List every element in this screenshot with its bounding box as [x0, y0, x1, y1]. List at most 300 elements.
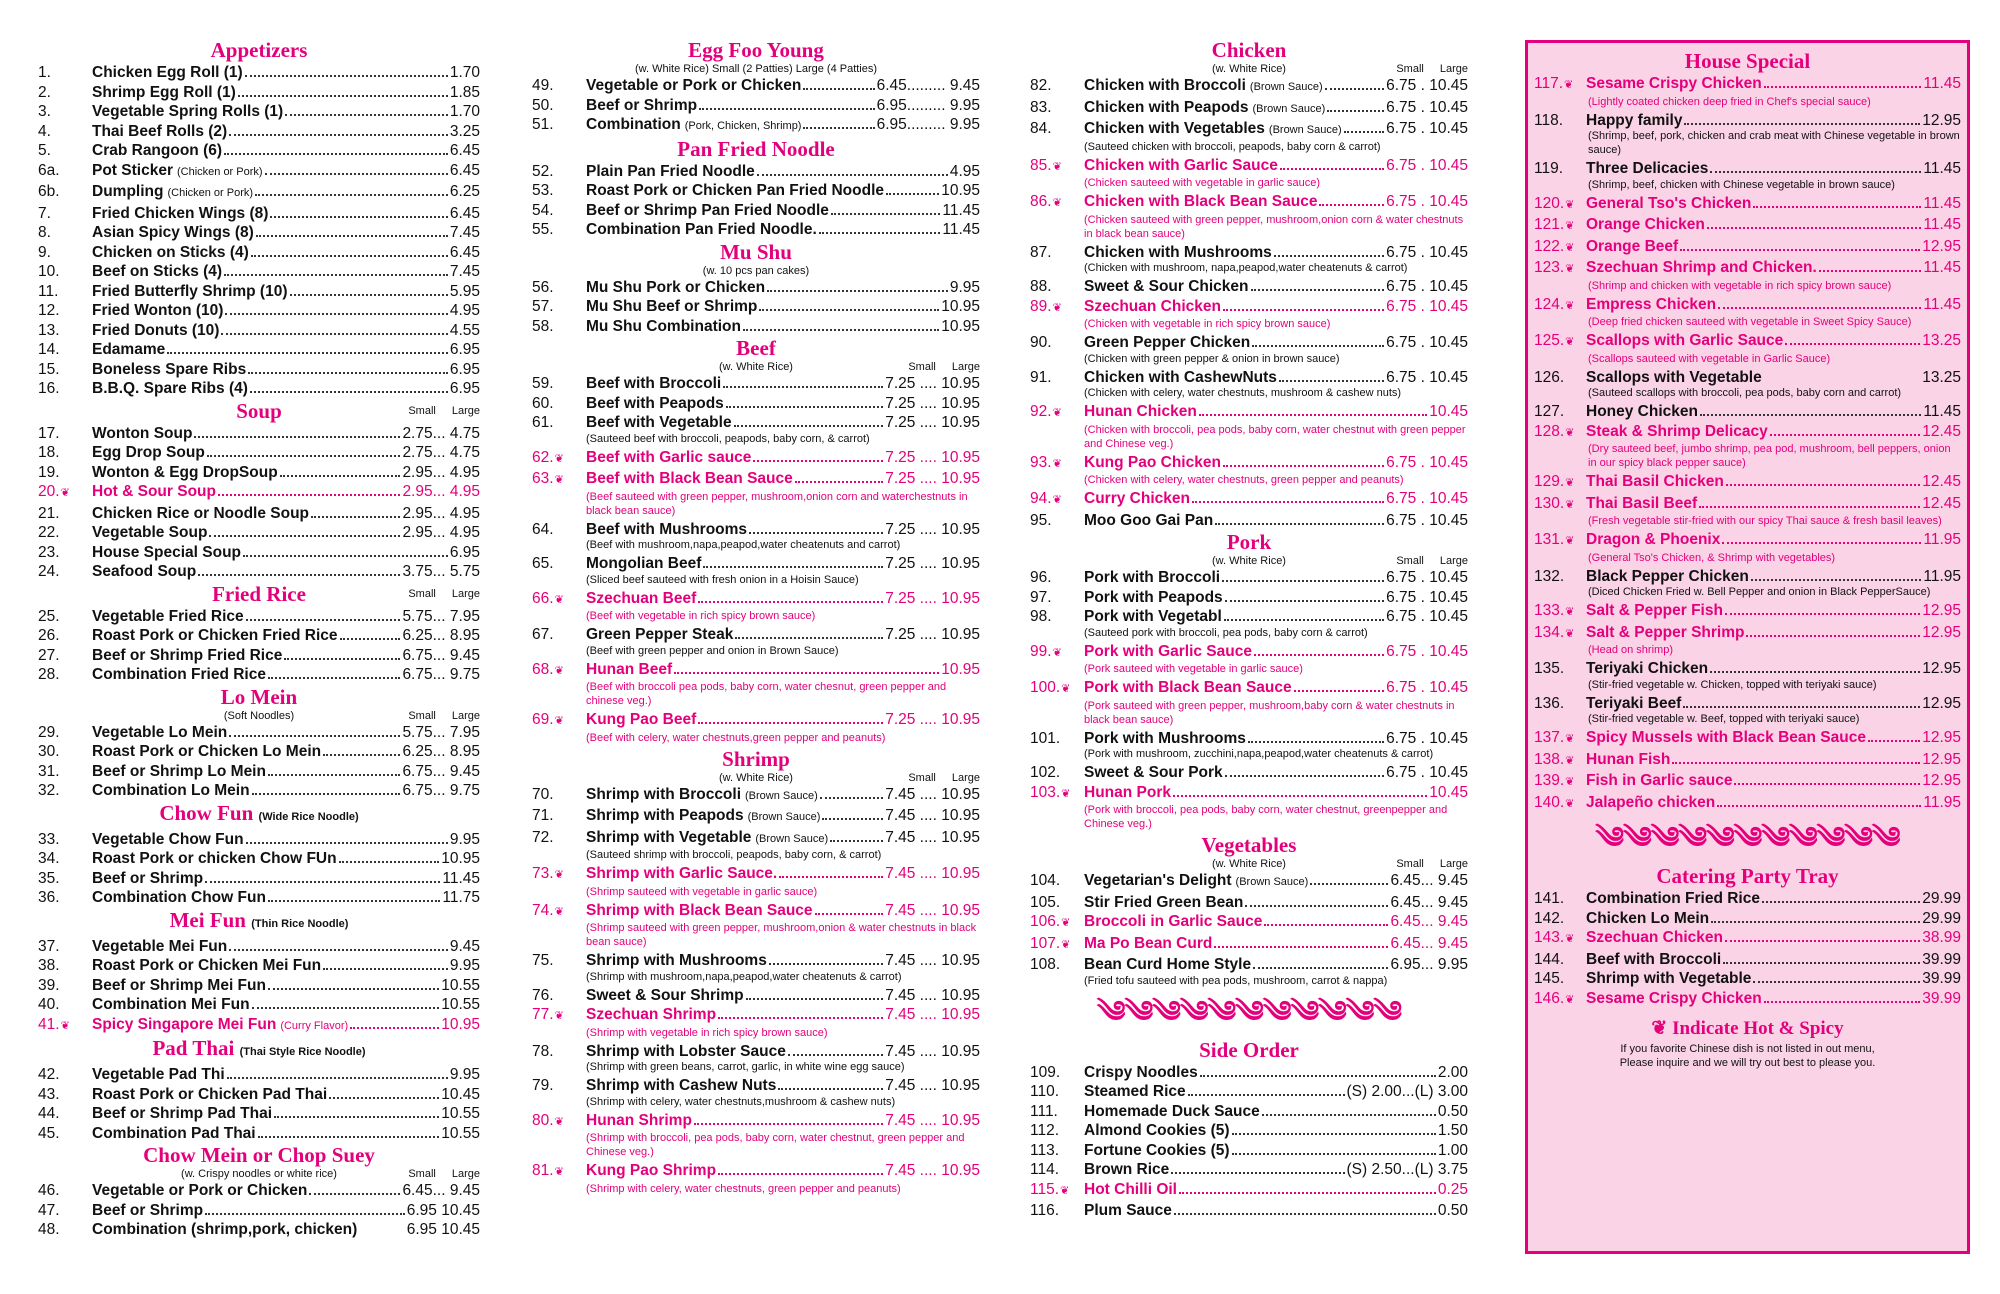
item-number: [1030, 368, 1084, 388]
item-number: [1030, 955, 1084, 975]
menu-item: [38, 830, 480, 850]
item-description: (Shrimp and chicken with vegetable in rich spicy brown sauce): [1588, 279, 1892, 292]
item-price: 7.45 .... 10.95: [885, 1162, 980, 1179]
item-number-text: 142.: [1534, 909, 1565, 927]
dot-leader: [694, 1123, 883, 1125]
item-price: 10.95: [941, 182, 980, 199]
menu-item: [38, 141, 480, 161]
item-name: Chicken with Peapods: [1084, 98, 1249, 116]
item-number-text: 63.: [532, 470, 554, 487]
item-price: 9.45: [449, 937, 480, 955]
item-price: 6.75 . 10.45: [1386, 453, 1468, 471]
item-price: 1.85: [449, 83, 480, 101]
item-number: [38, 956, 92, 976]
item-number: [38, 1104, 92, 1124]
item-name: Combination (shrimp,pork, chicken): [92, 1221, 358, 1238]
item-number-text: 67.: [532, 626, 554, 643]
dot-leader: [1711, 921, 1920, 923]
decorative-swirl-border: ༄༄༄༄༄༄༄༄༄༄༄: [1096, 995, 1402, 1029]
dot-leader: [743, 329, 939, 331]
section-subtitle: (Wide Rice Noodle): [258, 810, 359, 823]
menu-item: [532, 520, 980, 540]
item-name: Vegetarian's Delight: [1084, 872, 1232, 889]
item-price: 11.45: [1923, 259, 1961, 276]
section-note: [1030, 555, 1468, 568]
section-note: [38, 710, 480, 723]
item-number: [1534, 422, 1586, 444]
item-name: Honey Chicken: [1586, 403, 1698, 420]
item-description: (Sauteed chicken with broccoli, peapods, baby corn & carrot): [1084, 140, 1381, 153]
item-name: Chicken Lo Mein: [1586, 909, 1710, 927]
menu-item: [38, 243, 480, 263]
item-number-text: 31.: [38, 762, 60, 780]
item-number: [532, 413, 586, 433]
item-description: (Beef with green pepper and onion in Brown Sauce): [586, 644, 839, 657]
dot-leader: [1868, 740, 1920, 742]
item-name: Mongolian Beef: [586, 555, 702, 572]
item-price: 4.55: [449, 321, 480, 339]
item-price: 7.45 .... 10.95: [885, 952, 980, 969]
item-number: [532, 1076, 586, 1096]
item-name: Roast Pork or Chicken Fried Rice: [92, 627, 338, 644]
menu-item: [1534, 194, 1961, 216]
dot-leader: [1819, 270, 1922, 272]
size-large-label: Large: [451, 709, 480, 722]
menu-item: [532, 1005, 980, 1027]
item-number: [1534, 771, 1586, 793]
section-title-text: Catering Party Tray: [1656, 864, 1839, 888]
item-number-text: 85.: [1030, 156, 1052, 174]
item-name: Sweet & Sour Pork: [1084, 764, 1223, 781]
item-description: (Shrimp with celery, water chestnuts, green pepper and peanuts): [586, 1182, 901, 1195]
menu-item: [38, 182, 480, 204]
item-number: [38, 1220, 92, 1240]
item-name: Fish in Garlic sauce: [1586, 772, 1733, 789]
section-title: [38, 1036, 480, 1065]
item-name: Chicken on Sticks (4): [92, 243, 249, 261]
item-name: Teriyaki Beef: [1586, 694, 1682, 712]
menu-item: [1030, 511, 1468, 531]
menu-item: [532, 448, 980, 470]
dot-leader: [1253, 967, 1388, 969]
menu-item: [532, 785, 980, 807]
item-description: (Head on shrimp): [1588, 644, 1673, 656]
item-number: [38, 937, 92, 957]
item-number-text: 36.: [38, 889, 60, 906]
item-price: 6.75... 9.75: [402, 666, 480, 683]
chili-pepper-icon: ❦: [60, 1019, 70, 1032]
chili-pepper-icon: ❦: [1565, 198, 1575, 211]
chili-pepper-icon: ❦: [60, 487, 70, 499]
item-name: Edamame: [92, 341, 166, 358]
menu-item: [532, 1111, 980, 1133]
item-number-text: 125.: [1534, 332, 1565, 349]
section-title: [1030, 1038, 1468, 1063]
item-name: Beef or Shrimp Lo Mein: [92, 762, 266, 780]
item-price: 7.45 .... 10.95: [885, 828, 980, 846]
dot-leader: [225, 313, 447, 315]
item-number-text: 46.: [38, 1182, 60, 1199]
item-name: Broccoli in Garlic Sauce: [1084, 913, 1263, 930]
item-name: Bean Curd Home Style: [1084, 956, 1252, 973]
item-number: [38, 102, 92, 122]
item-name: Ma Po Bean Curd: [1084, 934, 1213, 952]
item-price: 5.75... 7.95: [402, 607, 480, 625]
menu-item: [38, 888, 480, 908]
item-name: Orange Beef: [1586, 237, 1679, 255]
item-number: [1534, 494, 1586, 516]
item-price: 7.45: [449, 263, 480, 280]
item-number: [1030, 642, 1084, 664]
item-number-text: 124.: [1534, 295, 1565, 313]
menu-item: [532, 1042, 980, 1062]
item-name: Curry Chicken: [1084, 490, 1190, 507]
item-name: Mu Shu Combination: [586, 317, 741, 335]
dot-leader: [1200, 1075, 1436, 1077]
item-description: (Shrimp with celery, water chestnuts,mushroom & cashew nuts): [586, 1095, 896, 1108]
item-name: Combination Mei Fun: [92, 996, 250, 1013]
dot-leader: [1245, 905, 1388, 907]
item-price: 2.95... 4.95: [402, 483, 480, 500]
item-name: Teriyaki Chicken: [1586, 660, 1709, 677]
item-number-text: 119.: [1534, 160, 1564, 177]
dot-leader: [1722, 542, 1921, 544]
item-name: Hunan Shrimp: [586, 1111, 692, 1129]
item-number: [38, 379, 92, 399]
item-number-text: 4.: [38, 122, 51, 140]
item-number: [1030, 156, 1084, 178]
item-number: [1030, 678, 1084, 700]
menu-item: [38, 504, 480, 524]
item-price: 5.75... 7.95: [402, 723, 480, 741]
item-name: Chicken with Vegetables: [1084, 120, 1265, 137]
item-number: [532, 901, 586, 923]
item-number: [1030, 119, 1084, 139]
item-number: [1534, 659, 1586, 679]
item-number-text: 113.: [1030, 1141, 1060, 1159]
item-number: [532, 394, 586, 414]
chili-pepper-icon: ❦: [1565, 535, 1575, 547]
menu-item: [1534, 74, 1961, 96]
item-number: [1030, 453, 1084, 475]
item-number: [38, 1065, 92, 1085]
item-price: 6.75 . 10.45: [1386, 98, 1468, 116]
item-price: 6.75 . 10.45: [1386, 297, 1468, 315]
menu-item: [1030, 277, 1468, 297]
item-number-text: 146.: [1534, 989, 1565, 1007]
item-number: [532, 806, 586, 826]
item-name: Vegetable Pad Thi: [92, 1066, 225, 1083]
section-title: [532, 240, 980, 265]
item-number-text: 27.: [38, 646, 60, 664]
item-number: [38, 63, 92, 83]
menu-item: [1534, 567, 1961, 587]
dot-leader: [1279, 380, 1384, 382]
menu-item: [38, 83, 480, 103]
item-price: 10.55: [441, 996, 480, 1013]
chili-pepper-icon: ❦: [1565, 606, 1575, 618]
item-name: Vegetable Lo Mein: [92, 723, 228, 741]
item-description: (Pork with broccoli, pea pods, baby corn, water chestnut, greenpepper and Chinese veg.): [1084, 804, 1448, 830]
item-name: Roast Pork or Chicken Pad Thai: [92, 1085, 328, 1103]
item-description: (Beef with celery, water chestnuts,green pepper and peanuts): [586, 731, 886, 744]
item-name: Steak & Shrimp Delicacy: [1586, 422, 1768, 440]
dot-leader: [274, 1116, 439, 1118]
dot-leader: [1171, 1172, 1344, 1174]
dot-leader: [703, 566, 883, 568]
menu-item: [1534, 728, 1961, 750]
dot-leader: [1746, 635, 1920, 637]
dot-leader: [1699, 506, 1920, 508]
item-number-text: 140.: [1534, 793, 1565, 811]
item-number-text: 17.: [38, 424, 60, 442]
item-number: [1534, 194, 1586, 216]
item-number: [38, 762, 92, 782]
item-description: (Pork with mushroom, zucchini,napa,peapod,water cheatenuts & carrot): [1084, 748, 1434, 760]
item-name: Combination Chow Fun: [92, 889, 266, 906]
item-number: [38, 1124, 92, 1144]
item-name: Chicken with Garlic Sauce: [1084, 156, 1278, 174]
section-note-text: (w. White Rice): [1212, 858, 1286, 870]
item-name: Jalapeño chicken: [1586, 793, 1716, 811]
dot-leader: [167, 352, 448, 354]
dot-leader: [820, 797, 883, 799]
item-number: [38, 646, 92, 666]
dot-leader: [1232, 1133, 1436, 1135]
item-number-text: 76.: [532, 986, 554, 1004]
item-name: Mu Shu Beef or Shrimp: [586, 298, 758, 315]
menu-item: [1030, 243, 1468, 263]
item-name: Wonton Soup: [92, 424, 193, 442]
item-name: Pork with Broccoli: [1084, 569, 1221, 586]
item-number: [532, 1111, 586, 1133]
item-description: (Pork sauteed with vegetable in garlic sauce): [1084, 663, 1303, 675]
legend-note-1: If you favorite Chinese dish is not listed in out menu,: [1620, 1043, 1875, 1055]
item-price: 7.45 .... 10.95: [885, 1077, 980, 1094]
dot-leader: [1725, 940, 1920, 942]
item-number-text: 54.: [532, 201, 554, 219]
menu-item: [532, 76, 980, 96]
item-name: Fried Donuts (10): [92, 321, 220, 339]
item-price: 7.45 .... 10.95: [885, 901, 980, 919]
item-number-text: 41.: [38, 1015, 60, 1033]
item-price: 7.45 .... 10.95: [885, 986, 980, 1004]
chili-pepper-icon: ❦: [1565, 498, 1575, 511]
item-number: [1030, 1180, 1084, 1202]
dot-leader: [251, 255, 448, 257]
item-number: [532, 828, 586, 848]
item-name: Crab Rangoon (6): [92, 142, 223, 159]
item-number: [1030, 934, 1084, 956]
item-description: (Chicken with broccoli, pea pods, baby corn, water chestnut with green pepper and Chinese veg.): [1084, 423, 1466, 450]
item-note: (Chicken or Pork): [176, 165, 263, 178]
item-number-text: 117.: [1534, 75, 1564, 92]
item-price: 9.95: [449, 957, 480, 974]
section-title-text: Beef: [736, 336, 776, 360]
item-name: Kung Pao Chicken: [1084, 453, 1221, 471]
section-note-text: (w. White Rice): [1212, 555, 1286, 567]
item-description: (Shrimp with green beans, carrot, garlic, in white wine egg sauce): [586, 1061, 905, 1073]
item-number: [38, 995, 92, 1015]
menu-item: [1030, 98, 1468, 120]
legend-note-2: Please inquire and we will try out best to please you.: [1619, 1057, 1876, 1069]
dot-leader: [1173, 795, 1427, 797]
item-name: Orange Chicken: [1586, 216, 1705, 233]
size-small-label: Small: [408, 709, 436, 722]
size-columns: [1380, 63, 1468, 76]
item-price: 11.45: [1923, 216, 1961, 233]
item-name: Mu Shu Pork or Chicken: [586, 278, 766, 296]
menu-item: [1030, 297, 1468, 319]
dot-leader: [1770, 434, 1920, 436]
chili-pepper-icon: ❦: [1060, 1184, 1070, 1197]
item-number: [38, 562, 92, 582]
dot-leader: [803, 88, 874, 90]
item-number: [532, 589, 586, 611]
dot-leader: [224, 274, 448, 276]
item-number-text: 68.: [532, 660, 554, 678]
menu-item: [1030, 955, 1468, 975]
menu-item: [1030, 1063, 1468, 1083]
section-title: [1534, 864, 1961, 889]
item-number-text: 118.: [1534, 111, 1564, 129]
menu-item: [38, 523, 480, 543]
item-price: 0.50: [1437, 1102, 1468, 1120]
item-number-text: 129.: [1534, 473, 1565, 490]
menu-item: [1030, 1141, 1468, 1161]
item-number-text: 5.: [38, 142, 51, 159]
item-number-text: 99.: [1030, 642, 1052, 660]
item-price: 6.95 10.45: [406, 1221, 480, 1238]
menu-item: [38, 379, 480, 399]
dot-leader: [1751, 579, 1922, 581]
item-name: Dragon & Phoenix: [1586, 531, 1721, 548]
item-price: 6.95......... 9.95: [876, 116, 980, 133]
item-description: (Beef with broccoli pea pods, baby corn, water chesnut, green pepper and chinese veg.): [586, 681, 947, 707]
chili-pepper-icon: ❦: [554, 715, 564, 727]
item-price: 29.99: [1922, 890, 1961, 907]
item-name: Sesame Crispy Chicken: [1586, 75, 1762, 92]
item-name: Scallops with Vegetable: [1586, 368, 1762, 386]
item-price: 12.95: [1922, 694, 1961, 712]
item-price: 7.45 .... 10.95: [885, 865, 980, 882]
dot-leader: [194, 436, 400, 438]
item-name: Spicy Mussels with Black Bean Sauce: [1586, 729, 1866, 746]
item-number-text: 59.: [532, 375, 554, 392]
menu-item: [38, 1104, 480, 1124]
item-price: 38.99: [1922, 929, 1961, 946]
menu-item: [38, 282, 480, 302]
section-title: [38, 685, 480, 710]
item-price: 7.25 .... 10.95: [885, 375, 980, 392]
item-name: Hunan Fish: [1586, 750, 1671, 768]
item-price: 7.25 .... 10.95: [885, 470, 980, 487]
dot-leader: [1723, 962, 1920, 964]
menu-item: [38, 665, 480, 685]
dot-leader: [769, 963, 883, 965]
section-subtitle: (Thin Rice Noodle): [251, 917, 349, 930]
item-description: (Shrimp with vegetable in rich spicy brown sauce): [586, 1026, 828, 1039]
dot-leader: [1710, 171, 1921, 173]
dot-leader: [830, 840, 883, 842]
section-title-text: Appetizers: [210, 38, 308, 62]
item-number-text: 21.: [38, 504, 60, 522]
menu-item: [1534, 258, 1961, 280]
item-number-text: 12.: [38, 302, 60, 319]
item-description: (Deep fried chicken sauteed with vegetable in Sweet Spicy Sauce): [1588, 316, 1912, 328]
size-small-label: Small: [1396, 858, 1424, 870]
item-name: Vegetable Chow Fun: [92, 830, 244, 848]
item-number-text: 26.: [38, 627, 60, 644]
item-number-text: 90.: [1030, 334, 1052, 351]
item-price: 3.25: [449, 122, 480, 140]
item-price: 6.75 . 10.45: [1386, 511, 1468, 529]
chili-pepper-icon: ❦: [1565, 733, 1575, 745]
item-number: [38, 360, 92, 380]
menu-item: [532, 115, 980, 137]
item-price: 0.25: [1437, 1180, 1468, 1198]
item-number-text: 97.: [1030, 588, 1052, 606]
item-price: 6.45......... 9.45: [876, 77, 980, 94]
item-price: 6.45: [449, 243, 480, 261]
item-name: Vegetable or Pork or Chicken: [586, 77, 802, 94]
item-price: 10.45: [1429, 403, 1468, 420]
menu-item: [38, 301, 480, 321]
item-price: 13.25: [1922, 332, 1961, 349]
dot-leader: [218, 494, 400, 496]
item-number-text: 89.: [1030, 297, 1052, 315]
menu-item: [532, 864, 980, 886]
item-number: [38, 543, 92, 563]
item-price: 6.75... 9.75: [402, 782, 480, 799]
menu-item: [38, 1181, 480, 1201]
dot-leader: [207, 455, 401, 457]
item-name: Hunan Chicken: [1084, 403, 1197, 420]
item-name: Beef with Vegetable: [586, 414, 732, 431]
item-price: (S) 2.50...(L) 3.75: [1346, 1161, 1468, 1178]
item-description: (Sauteed scallops with broccoli, pea pods, baby corn and carrot): [1588, 387, 1902, 399]
item-number-text: 39.: [38, 976, 60, 994]
section-note: [38, 1168, 480, 1181]
item-number: [38, 523, 92, 543]
item-number: [1534, 909, 1586, 929]
item-price: 12.45: [1922, 422, 1961, 440]
item-name: Seafood Soup: [92, 563, 197, 580]
item-number-text: 101.: [1030, 729, 1061, 747]
dot-leader: [1707, 227, 1921, 229]
item-number: [1534, 623, 1586, 645]
item-number: [1030, 729, 1084, 749]
dot-leader: [795, 481, 883, 483]
menu-item: [1030, 1102, 1468, 1122]
section-note-text: (Soft Noodles): [223, 709, 295, 722]
item-number: [1030, 333, 1084, 353]
dot-leader: [1262, 1114, 1436, 1116]
menu-item: [38, 482, 480, 504]
chili-pepper-icon: ❦: [1052, 646, 1062, 659]
menu-item: [1534, 601, 1961, 623]
item-description: (Sauteed pork with broccoli, pea pods, baby corn & carrot): [1084, 626, 1368, 639]
item-number: [532, 469, 586, 491]
item-number: [1534, 159, 1586, 179]
dot-leader: [1199, 414, 1427, 416]
item-number: [1030, 277, 1084, 297]
section-title: [38, 908, 480, 937]
item-name: Hot & Sour Soup: [92, 483, 216, 500]
dot-leader: [285, 114, 448, 116]
item-price: 11.45: [1923, 194, 1961, 212]
item-number-text: 98.: [1030, 608, 1052, 625]
